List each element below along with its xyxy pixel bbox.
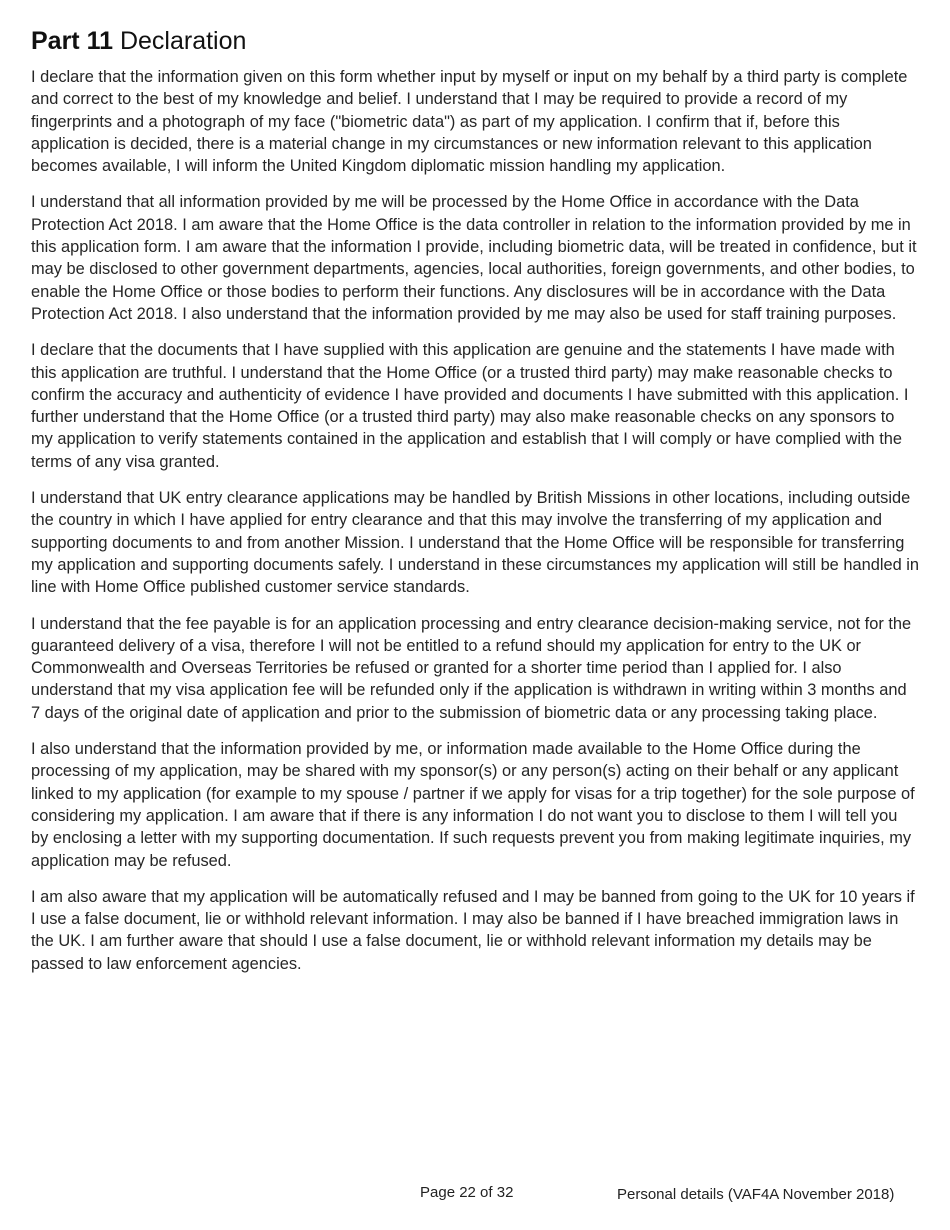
paragraph-information-sharing: I also understand that the information provided by me, or information made available to the Home Office during the processing of my application, may be shared with my sponsor(s) or any person(s) acting on their behalf or any applicant linked to my application (for example to my spouse / partner if we apply for visas for a trip together) for the sole purpose of considering my application. I am aware that if there is any information I do not want you to disclose to them I will tell you by enclosing a letter with my supporting documentation. If such requests prevent you from making legitimate inquiries, my application may be refused. [31, 740, 915, 870]
paragraph-british-missions: I understand that UK entry clearance applications may be handled by British Missions in other locations, including outside the country in which I have applied for entry clearance and that this may involve the transferring of my application and supporting documents to and from another Mission. I understand that the Home Office will be responsible for transferring my application and supporting documents safely. I understand in these circumstances my application will still be handled in line with Home Office published customer service standards. [31, 489, 919, 597]
document-reference: Personal details (VAF4A November 2018) [617, 1186, 895, 1203]
paragraph-information-declaration: I declare that the information given on this form whether input by myself or input on my behalf by a third party is complete and correct to the best of my knowledge and belief. I understand that I may be required to provide a record of my fingerprints and a photograph of my face ("biometric data") as part of my application. I confirm that if, before this application is decided, there is a material change in my circumstances or new information relevant to this application becomes available, I will inform the United Kingdom diplomatic mission handling my application. [31, 68, 908, 176]
section-heading [31, 26, 919, 56]
paragraph-fee-payable: I understand that the fee payable is for an application processing and entry clearance decision-making service, not for the guaranteed delivery of a visa, therefore I will not be entitled to a refund should my application for entry to the UK or Commonwealth and Overseas Territories be refused or granted for a shorter time period than I applied for. I also understand that my visa application fee will be refunded only if the application is withdrawn in writing within 3 months and 7 days of the original date of application and prior to the submission of biometric data or any processing taking place. [31, 614, 912, 722]
declaration-section [31, 26, 919, 989]
page-number: Page 22 of 32 [420, 1184, 514, 1201]
paragraph-refusal-warning: I am also aware that my application will be automatically refused and I may be banned from going to the UK for 10 years if I use a false document, lie or withhold relevant information. I may also be banned if I have breached immigration laws in the UK. I am further aware that should I use a false document, lie or withhold relevant information my details may be passed to law enforcement agencies. [31, 887, 915, 973]
paragraph-data-protection: I understand that all information provided by me will be processed by the Home Office in accordance with the Data Protection Act 2018. I am aware that the Home Office is the data controller in relation to the information provided by me in this application form. I am aware that the information I provide, including biometric data, will be treated in confidence, but it may be disclosed to other government departments, agencies, local authorities, foreign governments, and other bodies, to enable the Home Office or those bodies to perform their functions. Any disclosures will be in accordance with the Data Protection Act 2018. I also understand that the information provided by me may also be used for staff training purposes. [31, 193, 917, 323]
part-number: Part 11 [31, 27, 114, 55]
paragraph-documents-genuine: I declare that the documents that I have supplied with this application are genuine and the statements I have made with this application are truthful. I understand that the Home Office (or a trusted third party) may make reasonable checks to confirm the accuracy and authenticity of evidence I have provided and documents I have submitted with this application. I further understand that the Home Office (or a trusted third party) may also make reasonable checks on any sponsors to my application to verify statements contained in the application and establish that I will comply or have complied with the terms of any visa granted. [31, 341, 909, 471]
section-title: Declaration [119, 27, 247, 55]
